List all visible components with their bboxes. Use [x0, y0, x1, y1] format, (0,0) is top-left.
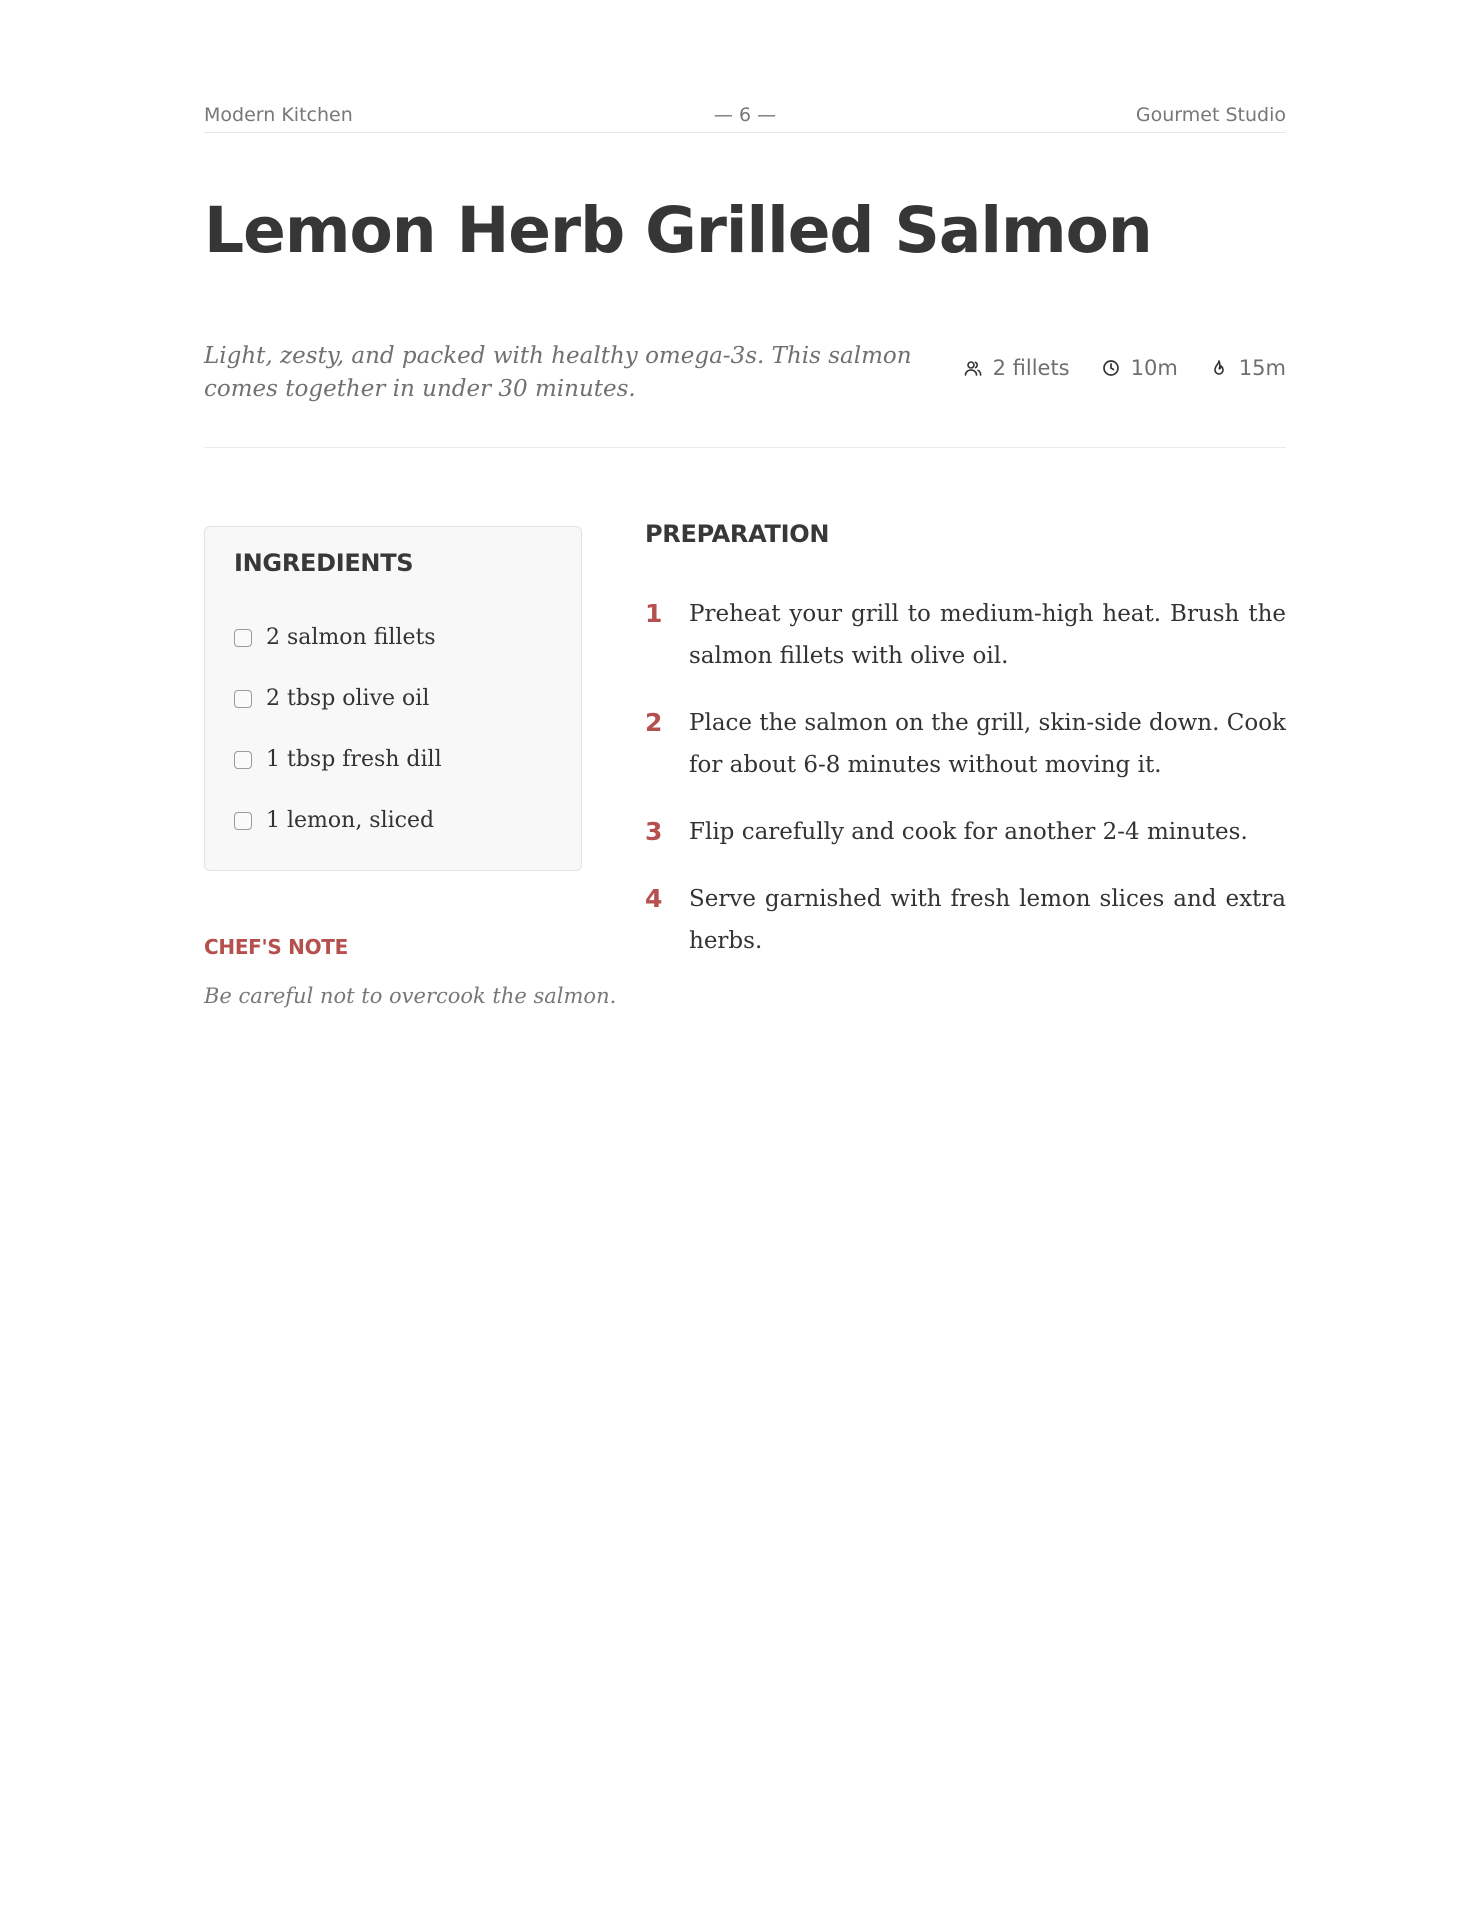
ingredient-label: 1 tbsp fresh dill	[266, 747, 442, 772]
recipe-meta	[964, 356, 1286, 380]
step-item	[645, 878, 1286, 962]
ingredients-card	[204, 526, 582, 871]
step-text: Preheat your grill to medium-high heat. Brush the salmon fillets with olive oil.	[689, 601, 1286, 669]
step-number: 4	[645, 884, 663, 913]
ingredient-checkbox[interactable]	[234, 751, 252, 769]
step-number: 3	[645, 817, 663, 846]
preparation-steps	[645, 593, 1286, 987]
header-page-number: — 6 —	[713, 104, 777, 126]
step-text: Place the salmon on the grill, skin-side down. Cook for about 6-8 minutes without moving it.	[689, 710, 1286, 778]
step-item	[645, 702, 1286, 786]
preparation-section	[645, 520, 1286, 954]
people-icon	[964, 359, 982, 377]
prep-time-value: 10m	[1130, 356, 1178, 380]
section-divider	[204, 447, 1286, 448]
ingredients-list	[234, 620, 442, 864]
ingredient-item[interactable]	[234, 620, 442, 681]
ingredients-heading: INGREDIENTS	[234, 549, 414, 577]
recipe-title: Lemon Herb Grilled Salmon	[204, 194, 1152, 267]
step-item	[645, 593, 1286, 677]
ingredient-label: 2 salmon fillets	[266, 625, 436, 650]
preparation-heading: PREPARATION	[645, 520, 830, 548]
prep-time-meta	[1102, 356, 1178, 380]
step-number: 1	[645, 599, 663, 628]
header-book-title: Modern Kitchen	[204, 104, 353, 126]
ingredient-checkbox[interactable]	[234, 812, 252, 830]
ingredient-item[interactable]	[234, 803, 442, 864]
step-number: 2	[645, 708, 663, 737]
servings-value: 2 fillets	[992, 356, 1070, 380]
ingredient-checkbox[interactable]	[234, 629, 252, 647]
ingredient-item[interactable]	[234, 681, 442, 742]
chef-note-text: Be careful not to overcook the salmon.	[204, 984, 617, 1008]
ingredient-label: 1 lemon, sliced	[266, 808, 435, 833]
cook-time-value: 15m	[1238, 356, 1286, 380]
recipe-intro: Light, zesty, and packed with healthy omega-3s. This salmon comes together in under 30 minutes.	[204, 343, 912, 402]
cook-time-meta	[1210, 356, 1286, 380]
flame-icon	[1210, 359, 1228, 377]
chef-note-heading: CHEF'S NOTE	[204, 935, 348, 959]
ingredient-label: 2 tbsp olive oil	[266, 686, 430, 711]
servings-meta	[964, 356, 1070, 380]
step-text: Flip carefully and cook for another 2-4 minutes.	[689, 819, 1248, 845]
ingredient-checkbox[interactable]	[234, 690, 252, 708]
clock-icon	[1102, 359, 1120, 377]
header-publisher: Gourmet Studio	[1135, 104, 1286, 126]
step-text: Serve garnished with fresh lemon slices and extra herbs.	[689, 886, 1286, 954]
step-item	[645, 811, 1286, 853]
running-header	[204, 104, 1286, 133]
ingredient-item[interactable]	[234, 742, 442, 803]
